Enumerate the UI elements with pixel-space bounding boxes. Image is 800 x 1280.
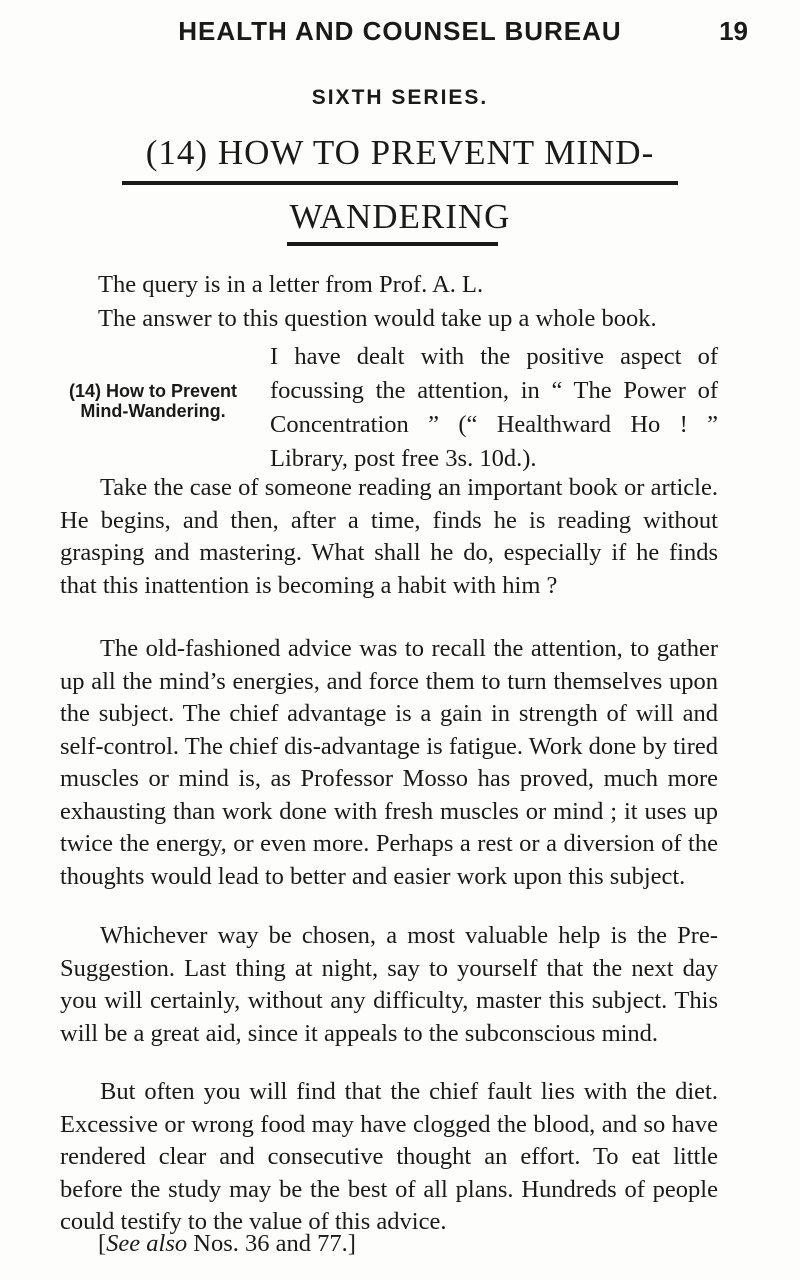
see-also-rest: Nos. 36 and 77.] [187,1230,356,1257]
see-also-italic: See also [106,1230,188,1257]
body-paragraph-3: Whichever way be chosen, a most valuable help is the Pre-Suggestion. Last thing at night, say to yourself that the next day you will certainly, without any difficulty, master this subject. This will be a great aid, since it appeals to the subconscious mind. [60,922,718,1047]
page-header [0,12,800,52]
body-paragraph-2: The old-fashioned advice was to recall the attention, to gather up all the mind’s energies, and force them to turn themselves upon the subject. The chief advantage is a gain in strength of will and self-control. The chief dis-advantage is fatigue. Work done by tired muscles or mind is, as Professor Mosso has proved, much more exhausting than work done with fresh muscles or mind ; it uses up twice the energy, or even more. Perhaps a rest or a diversion of the thoughts would lead to better and easier work upon this subject. [60,635,718,890]
page-number: 19 [719,16,748,46]
series-label: SIXTH SERIES. [311,86,489,109]
answer-first-line: The answer to this question would take up a whole book. [98,305,657,332]
article-title-line-2: WANDERING [289,197,511,236]
query-text: The query is in a letter from Prof. A. L. [98,271,484,298]
article-title-line-1: (14) HOW TO PREVENT MIND- [145,133,655,172]
running-head: HEALTH AND COUNSEL BUREAU [178,16,622,46]
see-also-reference [98,1230,356,1258]
answer-text: I have dealt with the positive aspect of focussing the attention, in “ The Power of Concentration ” (“ Healthward Ho ! ” Library, post free 3s. 10d.). [270,343,718,472]
query-paragraph [98,268,718,302]
margin-note: (14) How to Prevent Mind-Wandering. [68,381,238,421]
title-underline-2 [287,242,498,246]
answer-paragraph [270,340,718,476]
body-paragraph-4: But often you will find that the chief fault lies with the diet. Excessive or wrong food may have clogged the blood, and so have rendered clear and consecutive thought an effort. To eat little before the study may be the best of all plans. Hundreds of people could testify to the value of this advice. [60,1078,718,1235]
see-also-open: [ [98,1230,107,1257]
title-underline-1 [122,181,678,185]
body-paragraph-1: Take the case of someone reading an important book or article. He begins, and then, after a time, finds he is reading without grasping and mastering. What shall he do, especially if he finds that this inattention is becoming a habit with him ? [60,474,718,599]
